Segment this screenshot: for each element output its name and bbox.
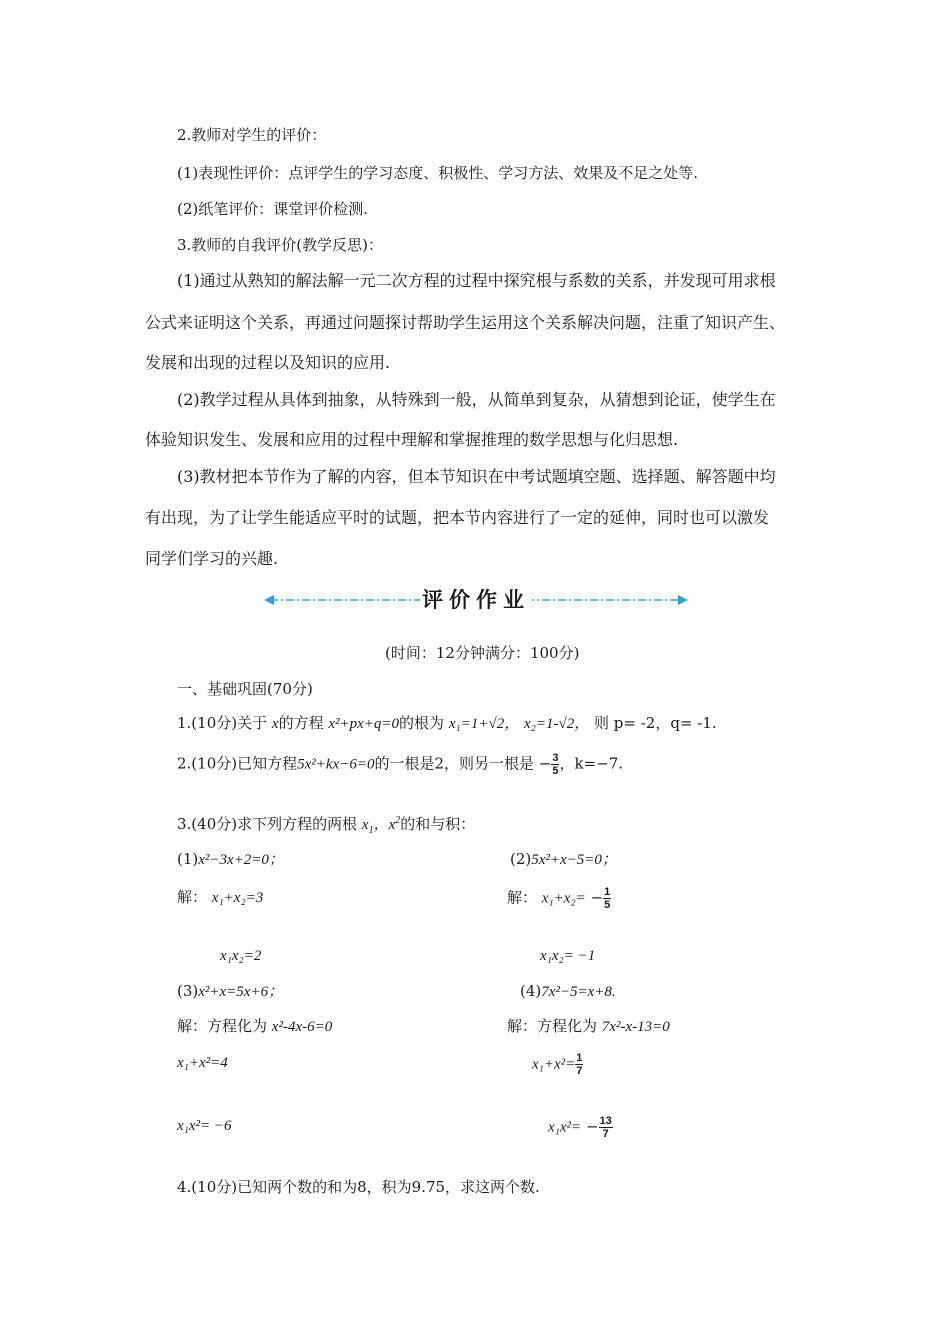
banner-title: 评价作业 bbox=[420, 583, 532, 617]
q3-head: 3.(40分)求下列方程的两根 bbox=[177, 815, 358, 833]
section-3-p3-line1: (3)教材把本节作为了解的内容，但本节知识在中考试题填空题、选择题、解答题中均 bbox=[177, 467, 776, 486]
q2-head: 2.(10分)已知方程 bbox=[177, 754, 298, 773]
q3-sub4-product bbox=[548, 1115, 613, 1140]
question-2 bbox=[177, 752, 623, 777]
q3-sub2-product: x₁x₂= −1 bbox=[540, 948, 596, 964]
q3-sub4-product-num: 13 bbox=[599, 1115, 612, 1127]
q3-sub4-sum-label: x₁+x²= bbox=[532, 1056, 576, 1073]
section-2-title: 2.教师对学生的评价： bbox=[177, 126, 327, 144]
q2-equation: 5x²+kx−6=0 bbox=[297, 756, 375, 773]
q3-sub3 bbox=[177, 980, 283, 1003]
q3-sub3-label: (3) bbox=[177, 982, 199, 1000]
q2-frac-den: 5 bbox=[552, 765, 559, 777]
q3-sub2-label: (2) bbox=[510, 850, 532, 868]
section-3-p3-line3: 同学们学习的兴趣. bbox=[145, 549, 279, 568]
q3-sub1-sol-label: 解： bbox=[177, 888, 208, 906]
q3-sub2-sum-fraction bbox=[603, 886, 611, 911]
section-3-p1-line1: (1)通过从熟知的解法解一元二次方程的过程中探究根与系数的关系，并发现可用求根 bbox=[177, 271, 776, 290]
q3-sub4-solution bbox=[507, 1015, 670, 1038]
q2-sign: − bbox=[538, 754, 552, 773]
question-3 bbox=[177, 813, 475, 836]
q3-sub4-sum-den: 7 bbox=[576, 1065, 583, 1077]
q3-sub4-sum bbox=[532, 1052, 583, 1077]
q2-tail: ，k=−7. bbox=[559, 754, 624, 773]
q2-mid: 的一根是2，则另一根是 bbox=[374, 754, 534, 773]
assignment-time: (时间：12分钟满分：100分) bbox=[385, 644, 580, 662]
q3-sub2-sum: x₁+x₂= bbox=[541, 890, 586, 907]
q1-mid: 的方程 bbox=[278, 714, 324, 732]
q3-sub3-product: x₁x²= −6 bbox=[177, 1118, 232, 1134]
q3-sub2 bbox=[510, 848, 617, 871]
q3-sub3-sol-label: 解：方程化为 bbox=[177, 1017, 268, 1035]
q3-sub4-label: (4) bbox=[520, 982, 542, 1000]
q1-head: 1.(10分)关于 bbox=[177, 714, 268, 732]
q1-root2: x₂=1-√2， bbox=[523, 716, 590, 732]
q3-sub4-product-fraction bbox=[599, 1115, 613, 1140]
q3-vars: $x_1$，$x^2$ bbox=[361, 815, 401, 836]
q3-sub2-equation: 5x²+x−5=0； bbox=[531, 852, 617, 868]
part1-title: 一、基础巩固(70分) bbox=[177, 680, 313, 698]
q3-sub3-solution bbox=[177, 1015, 332, 1038]
q3-sub1-sum: x₁+x₂=3 bbox=[211, 890, 264, 906]
q3-sub1 bbox=[177, 848, 284, 871]
q3-sub2-sol-label: 解： bbox=[507, 888, 538, 907]
q2-frac-num: 3 bbox=[552, 752, 559, 764]
q3-sub4-equation2: 7x²-x-13=0 bbox=[601, 1019, 670, 1035]
q1-root1: x₁=1+√2， bbox=[448, 716, 520, 732]
section-3-p1-line3: 发展和出现的过程以及知识的应用. bbox=[145, 353, 391, 372]
section-3-title: 3.教师的自我评价(教学反思)： bbox=[177, 236, 384, 254]
q3-sub4-product-sign: − bbox=[585, 1117, 599, 1136]
q3-sub4-product-den: 7 bbox=[602, 1128, 609, 1140]
section-3-p1-line2: 公式来证明这个关系，再通过问题探讨帮助学生运用这个关系解决问题，注重了知识产生、 bbox=[145, 313, 786, 332]
q3-sub2-sum-den: 5 bbox=[604, 899, 611, 911]
section-2-p2: (2)纸笔评价：课堂评价检测. bbox=[177, 200, 369, 218]
q3-sub4-sum-num: 1 bbox=[576, 1052, 583, 1064]
q1-var: x bbox=[271, 716, 279, 732]
question-1 bbox=[177, 712, 717, 735]
section-3-p2-line1: (2)教学过程从具体到抽象，从特殊到一般，从简单到复杂，从猜想到论证，使学生在 bbox=[177, 390, 776, 409]
q3-tail: 的和与积： bbox=[400, 815, 476, 833]
q3-sub2-solution bbox=[507, 886, 611, 911]
q3-sub1-solution bbox=[177, 886, 263, 909]
q3-sub1-label: (1) bbox=[177, 850, 199, 868]
q3-sub4-equation: 7x²−5=x+8. bbox=[541, 984, 616, 1000]
q3-sub4-sum-fraction bbox=[575, 1052, 583, 1077]
q3-sub3-sum: x₁+x²=4 bbox=[177, 1055, 228, 1071]
q3-sub2-sum-num: 1 bbox=[604, 886, 611, 898]
q3-sub3-equation: x²+x=5x+6； bbox=[198, 984, 284, 1000]
q1-equation: x²+px+q=0 bbox=[328, 716, 400, 732]
section-2-p1: (1)表现性评价：点评学生的学习态度、积极性、学习方法、效果及不足之处等. bbox=[177, 164, 699, 182]
q1-text: 的根为 bbox=[399, 714, 445, 732]
question-4: 4.(10分)已知两个数的和为8，积为9.75，求这两个数. bbox=[177, 1178, 540, 1196]
q3-sub3-equation2: x²-4x-6=0 bbox=[271, 1019, 333, 1035]
assignment-banner bbox=[264, 583, 688, 617]
section-3-p3-line2: 有出现，为了让学生能适应平时的试题，把本节内容进行了一定的延伸，同时也可以激发 bbox=[145, 508, 770, 527]
q3-sub4-product-label: x₁x²= bbox=[548, 1119, 582, 1136]
q3-sub1-product: x₁x₂=2 bbox=[220, 948, 262, 964]
q3-sub4 bbox=[520, 980, 616, 1003]
q3-sub2-sum-sign: − bbox=[590, 888, 604, 907]
q3-sub1-equation: x²−3x+2=0； bbox=[198, 852, 284, 868]
q1-answer: 则 p= -2，q= -1. bbox=[594, 714, 717, 732]
section-3-p2-line2: 体验知识发生、发展和应用的过程中理解和掌握推理的数学思想与化归思想. bbox=[145, 430, 679, 449]
q3-sub4-sol-label: 解：方程化为 bbox=[507, 1017, 598, 1035]
